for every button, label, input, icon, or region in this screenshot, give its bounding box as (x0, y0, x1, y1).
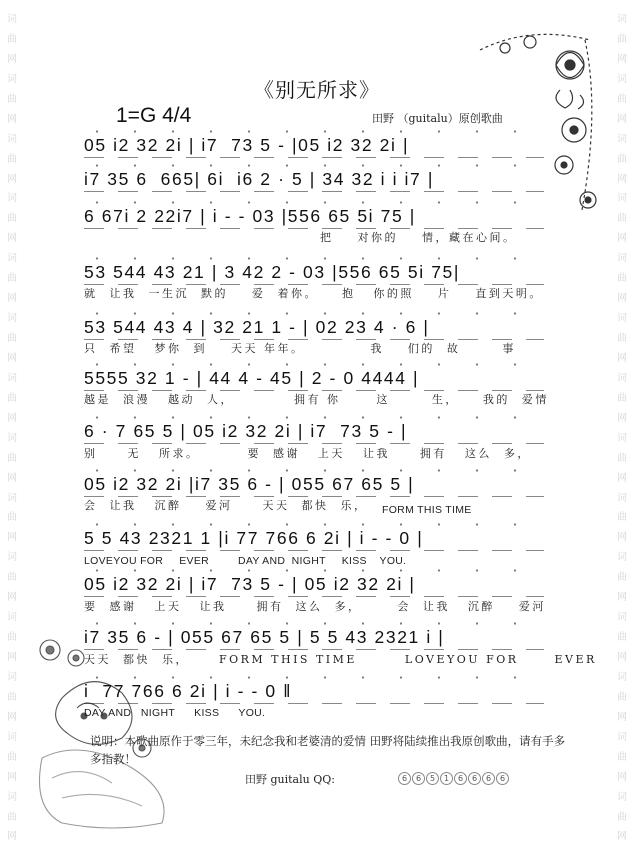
watermark-char: 曲 (7, 273, 17, 285)
watermark-char: 词 (7, 313, 17, 325)
watermark-char: 网 (7, 711, 17, 723)
score-line: 5555 32 1 - | 44 4 - 45 | 2 - 0 4444 | (84, 367, 544, 389)
watermark-char: 曲 (617, 93, 627, 105)
watermark-char: 曲 (7, 33, 17, 45)
watermark-char: 词 (617, 432, 627, 444)
qq-digit: 6 (412, 772, 425, 785)
watermark-char: 词 (617, 313, 627, 325)
watermark-char: 网 (7, 652, 17, 663)
watermark-char: 曲 (7, 333, 17, 344)
qq-digit: 5 (426, 772, 439, 785)
watermark-char: 曲 (617, 333, 627, 344)
watermark-char: 曲 (7, 572, 17, 584)
watermark-char: 词 (7, 73, 17, 85)
author-signature: 田野 guitalu QQ: (245, 773, 335, 786)
watermark-char: 词 (7, 552, 17, 564)
score-line: 53 544 43 4 | 32 21 1 - | 02 23 4 · 6 | (84, 316, 544, 338)
qq-digit: 1 (440, 772, 453, 785)
score-line: 05 i2 32 2i |i7 35 6 - | 055 67 65 5 | (84, 473, 544, 495)
qq-digit: 6 (496, 772, 509, 785)
watermark-char: 网 (7, 113, 17, 125)
watermark-char: 词 (617, 73, 627, 85)
watermark-char: 网 (7, 233, 17, 245)
watermark-char: 词 (7, 133, 17, 145)
score-line: 05 i2 32 2i | i7 73 5 - |05 i2 32 2i | (84, 134, 544, 156)
qq-number (398, 772, 509, 785)
watermark-char: 曲 (617, 213, 627, 225)
watermark-char: 词 (7, 372, 17, 384)
watermark-char: 网 (617, 472, 627, 484)
score-line: i 77 766 6 2i | i - - 0 ‖ (84, 680, 544, 702)
watermark-column-right (612, 14, 632, 844)
lyric-line: 要 感谢 上天 让我 拥有 这么 多， 会 让我 沉醉 爱河 (84, 600, 546, 613)
watermark-column-left (2, 14, 22, 844)
footnote-text: 说明：本歌曲原作于零三年，未纪念我和老婆清的爱情 田野将陆续推出我原创歌曲，请有手多多指教！ (90, 734, 566, 766)
watermark-char: 网 (617, 173, 627, 185)
watermark-char: 词 (617, 671, 627, 683)
watermark-char: 网 (7, 412, 17, 424)
lyric-line-extra: FORM THIS TIME (382, 504, 472, 516)
song-title: 《别无所求》 (254, 78, 380, 102)
qq-digit: 6 (468, 772, 481, 785)
watermark-char: 网 (617, 352, 627, 364)
watermark-char: 网 (617, 53, 627, 65)
watermark-char: 词 (617, 492, 627, 504)
watermark-char: 词 (7, 791, 17, 803)
lyric-line: 就 让我 一生沉 默的 爱 着你。 抱 你的照 片 直到天明。 (84, 287, 543, 300)
lyric-line: 把 对你的 情，藏在心间。 (320, 231, 517, 244)
watermark-char: 曲 (617, 751, 627, 763)
watermark-char: 词 (617, 552, 627, 564)
watermark-char: 词 (7, 14, 17, 25)
watermark-char: 网 (617, 831, 627, 843)
score-line: 05 i2 32 2i | i7 73 5 - | 05 i2 32 2i | (84, 573, 544, 595)
watermark-char: 词 (617, 372, 627, 384)
score-line: 53 544 43 21 | 3 42 2 - 03 |556 65 5i 75| (84, 261, 544, 283)
watermark-char: 曲 (7, 811, 17, 823)
watermark-char: 网 (617, 771, 627, 783)
watermark-char: 词 (7, 731, 17, 743)
watermark-char: 曲 (617, 691, 627, 703)
watermark-char: 词 (617, 133, 627, 145)
watermark-char: 曲 (617, 452, 627, 464)
score-line: 5 5 43 2321 1 |i 77 766 6 2i | i - - 0 | (84, 527, 544, 549)
watermark-char: 网 (7, 771, 17, 783)
score-line: 6 · 7 65 5 | 05 i2 32 2i | i7 73 5 - | (84, 420, 544, 442)
qq-digit: 6 (482, 772, 495, 785)
watermark-char: 网 (7, 293, 17, 305)
watermark-char: 曲 (617, 632, 627, 644)
lyric-line: 会 让我 沉醉 爱河 天天 都快 乐， (84, 499, 368, 512)
watermark-char: 曲 (617, 273, 627, 285)
watermark-char: 网 (7, 173, 17, 185)
lyric-line: DAY AND NIGHT KISS YOU. (84, 707, 266, 719)
watermark-char: 曲 (7, 392, 17, 404)
watermark-char: 网 (7, 592, 17, 604)
watermark-char: 词 (617, 791, 627, 803)
key-signature: 1=G 4/4 (116, 104, 192, 127)
watermark-char: 网 (617, 532, 627, 544)
watermark-char: 曲 (7, 691, 17, 703)
watermark-char: 曲 (7, 213, 17, 225)
lyric-line: 天天 都快 乐， FORM THIS TIME LOVEYOU FOR EVER (84, 653, 597, 666)
watermark-char: 网 (7, 831, 17, 843)
watermark-char: 网 (617, 652, 627, 663)
watermark-char: 曲 (7, 751, 17, 763)
qq-digit: 6 (454, 772, 467, 785)
watermark-char: 曲 (7, 632, 17, 644)
score-line: i7 35 6 665| 6i i6 2 · 5 | 34 32 i i i7 | (84, 168, 544, 190)
composer-credit: 田野 （guitalu）原创歌曲 (372, 112, 503, 125)
watermark-char: 网 (7, 532, 17, 544)
watermark-char: 网 (617, 592, 627, 604)
watermark-char: 词 (7, 432, 17, 444)
score-line: 6 67i 2 22i7 | i - - 03 |556 65 5i 75 | (84, 205, 544, 227)
watermark-char: 曲 (7, 452, 17, 464)
watermark-char: 词 (7, 671, 17, 683)
watermark-char: 网 (7, 472, 17, 484)
lyric-line: 别 无 所求。 要 感谢 上天 让我 拥有 这么 多， (84, 447, 531, 460)
watermark-char: 词 (617, 193, 627, 205)
watermark-char: 网 (617, 711, 627, 723)
qq-digit: 6 (398, 772, 411, 785)
watermark-char: 网 (7, 352, 17, 364)
watermark-char: 曲 (617, 392, 627, 404)
watermark-char: 词 (7, 492, 17, 504)
watermark-char: 曲 (7, 153, 17, 165)
watermark-char: 曲 (7, 512, 17, 524)
watermark-char: 网 (617, 113, 627, 125)
lyric-line: LOVEYOU FOR EVER DAY AND NIGHT KISS YOU. (84, 555, 407, 567)
watermark-char: 网 (617, 233, 627, 245)
watermark-char: 曲 (617, 811, 627, 823)
watermark-char: 网 (617, 293, 627, 305)
watermark-char: 曲 (617, 572, 627, 584)
watermark-char: 词 (617, 731, 627, 743)
watermark-char: 网 (7, 53, 17, 65)
lyric-line: 只 希望 梦你 到 天天 年年。 我 们的 故 事 (84, 342, 516, 355)
watermark-char: 曲 (617, 153, 627, 165)
watermark-char: 曲 (617, 33, 627, 45)
watermark-char: 曲 (7, 93, 17, 105)
watermark-char: 词 (7, 612, 17, 624)
lyric-line: 越是 浪漫 越动 人， 拥有 你 这 生， 我的 爱情 (84, 393, 549, 406)
watermark-char: 曲 (617, 512, 627, 524)
watermark-char: 词 (617, 14, 627, 25)
watermark-char: 网 (617, 412, 627, 424)
score-line: i7 35 6 - | 055 67 65 5 | 5 5 43 2321 i | (84, 626, 544, 648)
watermark-char: 词 (617, 612, 627, 624)
watermark-char: 词 (617, 253, 627, 265)
watermark-char: 词 (7, 193, 17, 205)
watermark-char: 词 (7, 253, 17, 265)
